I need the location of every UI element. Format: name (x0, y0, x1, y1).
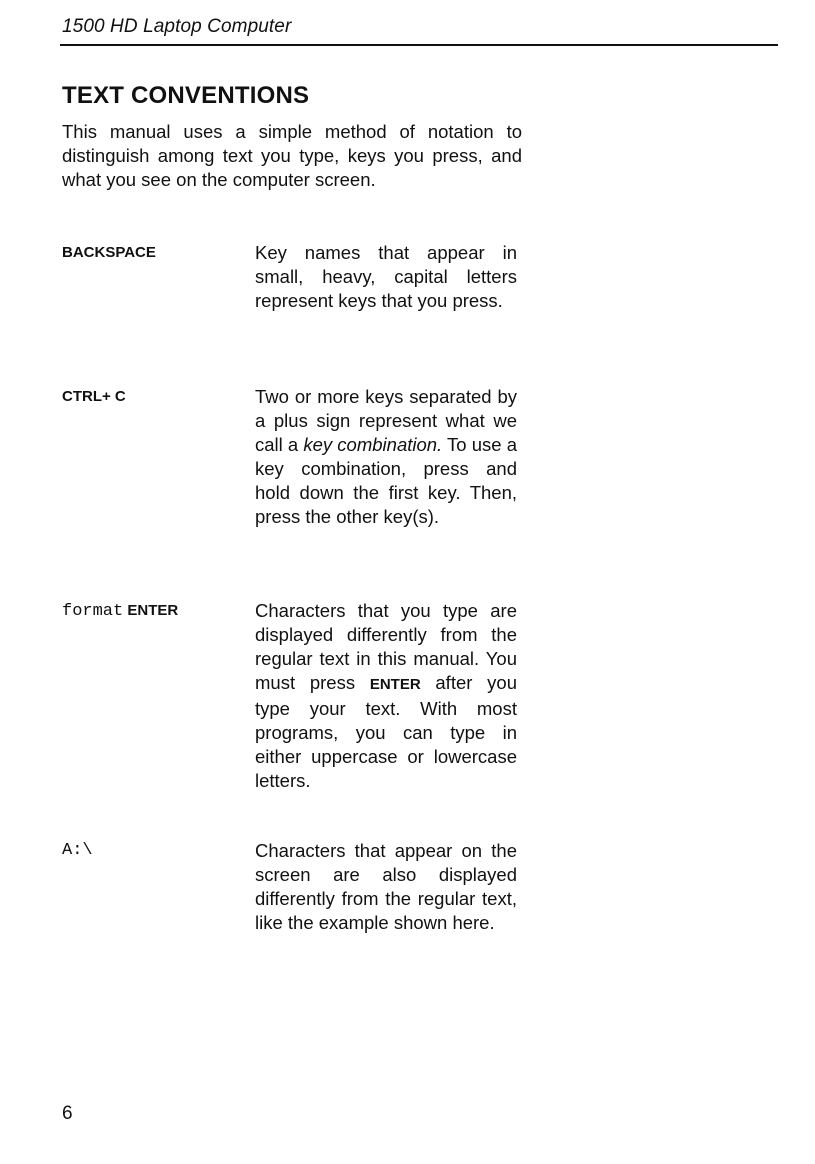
entry-term-screen-prompt: A:\ (62, 841, 93, 860)
entry-term-ctrl-c: CTRL+ C (62, 388, 126, 405)
typed-text-sample: format (62, 602, 124, 621)
key-combination-term: key combination. (303, 434, 443, 455)
key-name-enter: ENTER (127, 602, 179, 619)
intro-paragraph: This manual uses a simple method of notation to distinguish among text you type, keys you press, and what you see on the computer screen. (62, 121, 522, 190)
entry-term-backspace: BACKSPACE (62, 244, 156, 261)
entry-description-typed-text (255, 599, 517, 793)
entry-description-backspace: Key names that appear in small, heavy, capital letters represent keys that you press. (255, 242, 517, 311)
description-text: after you type your text. With most programs, you can type in either uppercase or lowercase letters. (255, 672, 517, 791)
key-name-enter-inline: ENTER (369, 676, 421, 693)
description-text: Two or more keys separated by a plus sign represent what we call a (255, 386, 517, 455)
entry-description-screen-text: Characters that appear on the screen are also displayed differently from the regular text, like the example shown here. (255, 840, 517, 933)
page-number: 6 (62, 1103, 73, 1124)
header-rule (60, 44, 778, 46)
description-text: Characters that you type are displayed differently from the regular text in this manual. You must press (255, 600, 517, 693)
entry-description-key-combination (255, 385, 517, 529)
description-text: To use a key combination, press and hold down the first key. Then, press the other key(s). (255, 434, 517, 527)
running-head: 1500 HD Laptop Computer (62, 16, 292, 37)
section-title: TEXT CONVENTIONS (62, 82, 310, 109)
entry-term-format-enter (62, 602, 178, 621)
